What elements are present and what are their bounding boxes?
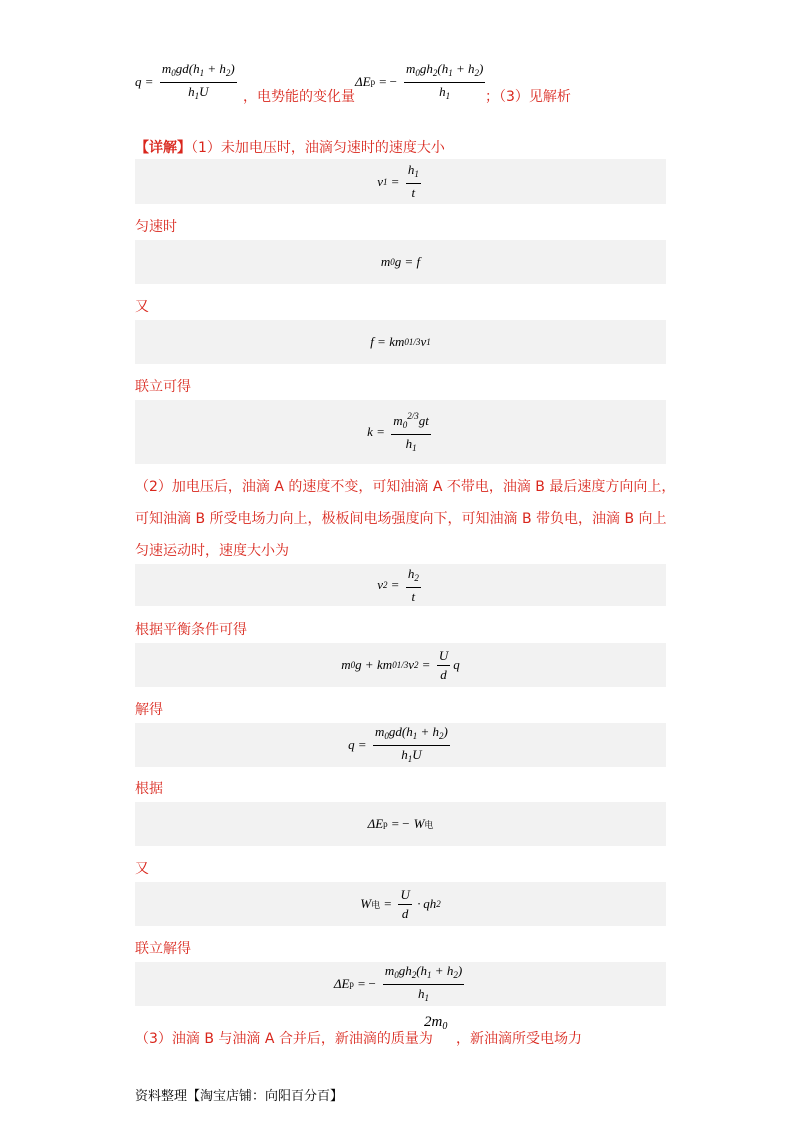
equation-box-field-balance: m 0 g + km 0 1/3 v 2 = $\frac{U}{d}$ q <box>135 643 666 687</box>
part3-line <box>135 1028 433 1048</box>
part2-line-2: 可知油滴 B 所受电场力向上，极板间电场强度向下，可知油滴 B 带负电，油滴 B 向上 <box>135 511 667 527</box>
part3-mass-value: 2m <box>424 1014 443 1030</box>
equation-box-dep-final: ΔE p = − $\frac{m_0gh_2(h_1 + h_2)}{h_1}$ <box>135 962 666 1006</box>
label-uniform: 匀速时 <box>135 219 177 235</box>
equation-box-drag: f = km 0 1/3 v 1 <box>135 320 666 364</box>
label-again-1: 又 <box>135 299 149 315</box>
detail-intro <box>135 137 445 157</box>
answer-line-dep: ΔE p = − $\frac{m_0gh_2(h_1 + h_2)}{h_1}$ <box>355 60 484 101</box>
part3-mass: $2m_0$ <box>424 1014 448 1032</box>
label-according: 根据 <box>135 781 163 797</box>
answer-text-2: ；（3）见解析 <box>485 89 571 105</box>
equation-box-work: W 电 = $\frac{U}{d}$ · qh 2 <box>135 882 666 926</box>
part1-intro: （1）未加电压时，油滴匀速时的速度大小 <box>191 140 445 156</box>
part3-text-b-wrap <box>456 1028 582 1048</box>
part2-line-3: 匀速运动时，速度大小为 <box>135 543 289 559</box>
equation-box-dep-w: ΔE p = − W 电 <box>135 802 666 846</box>
label-again-2: 又 <box>135 861 149 877</box>
equation-box-q: q = $\frac{m_0gd(h_1 + h_2)}{h_1U}$ <box>135 723 666 767</box>
equation-box-v2: v 2 = $\frac{h_2}{t}$ <box>135 564 666 606</box>
label-balance: 根据平衡条件可得 <box>135 622 247 638</box>
part3-text-b: ，新油滴所受电场力 <box>456 1031 582 1047</box>
answer-text-1: ，电势能的变化量 <box>243 89 355 105</box>
part3-text-a: （3）油滴 B 与油滴 A 合并后，新油滴的质量为 <box>135 1031 433 1047</box>
label-solve: 解得 <box>135 702 163 718</box>
equation-box-v1: v 1 = $\frac{h_1}{t}$ <box>135 159 666 204</box>
answer-line-q: q = $\frac{m_0gd(h_1 + h_2)}{h_1U}$ <box>135 60 235 101</box>
equation-box-balance: m 0 g = f <box>135 240 666 284</box>
part2-line-1: （2）加电压后，油滴 A 的速度不变，可知油滴 A 不带电，油滴 B 最后速度方向向上， <box>135 479 676 495</box>
footer-source: 资料整理【淘宝店铺：向阳百分百】 <box>135 1089 344 1104</box>
equation-box-k: k = $\frac{m_0^{2/3}gt}{h_1}$ <box>135 400 666 464</box>
detail-label: 【详解】 <box>135 140 191 156</box>
label-combine-1: 联立可得 <box>135 379 191 395</box>
label-combine-2: 联立解得 <box>135 941 191 957</box>
